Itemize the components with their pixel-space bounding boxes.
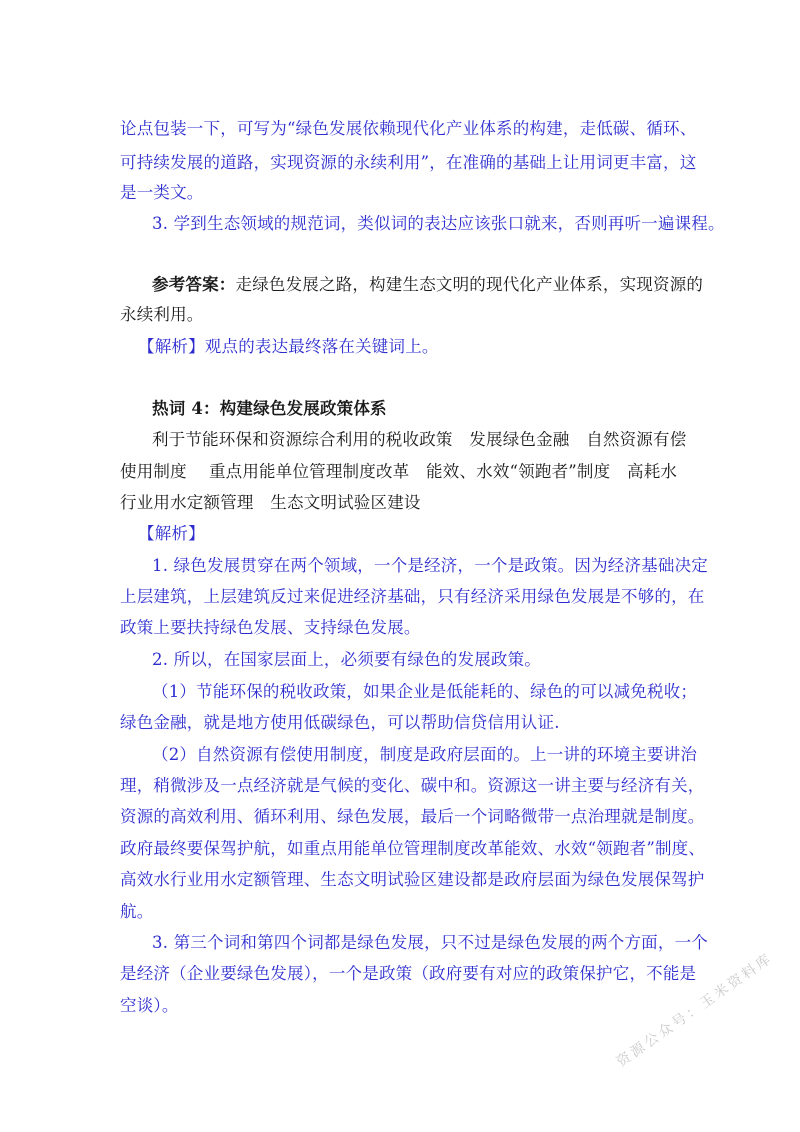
intro-line-2: 可持续发展的道路，实现资源的永续利用”，在准确的基础上让用词更丰富，这 [120, 153, 697, 172]
intro-line-4: 3. 学到生态领域的规范词，类似词的表达应该张口就来，否则再听一遍课程。 [152, 214, 725, 233]
answer-line-1 [152, 274, 703, 296]
body-line-12: 航。 [120, 902, 154, 921]
analysis-label: 【解析】 [138, 524, 205, 543]
body-line-4: 2. 所以，在国家层面上，必须要有绿色的发展政策。 [152, 650, 541, 669]
body-line-15: 空谈）。 [120, 996, 179, 1015]
answer-text: 走绿色发展之路，构建生态文明的现代化产业体系，实现资源的 [235, 275, 704, 294]
body-line-10: 政府最终要保驾护航，如重点用能单位管理制度改革能效、水效“领跑者”制度、 [120, 839, 706, 858]
answer-line-2: 永续利用。 [120, 305, 204, 324]
terms-line-1: 利于节能环保和资源综合利用的税收政策 发展绿色金融 自然资源有偿 [152, 430, 687, 449]
answer-label: 参考答案： [152, 275, 236, 294]
answer-analysis: 【解析】观点的表达最终落在关键词上。 [138, 337, 439, 356]
body-line-9: 资源的高效利用、循环利用、绿色发展，最后一个词略微带一点治理就是制度。 [120, 807, 705, 826]
terms-line-2: 使用制度 重点用能单位管理制度改革 能效、水效“领跑者”制度 高耗水 [120, 462, 678, 481]
body-line-8: 理，稍微涉及一点经济就是气候的变化、碳中和。资源这一讲主要与经济有关， [120, 776, 705, 795]
body-line-11: 高效水行业用水定额管理、生态文明试验区建设都是政府层面为绿色发展保驾护 [120, 870, 705, 889]
section-heading: 热词 4：构建绿色发展政策体系 [152, 399, 387, 418]
terms-line-3: 行业用水定额管理 生态文明试验区建设 [120, 493, 421, 512]
intro-line-3: 是一类文。 [120, 183, 204, 202]
body-line-13: 3. 第三个词和第四个词都是绿色发展，只不过是绿色发展的两个方面，一个 [152, 933, 708, 952]
watermark: 资源公众号：玉米资料库 [613, 950, 777, 1071]
body-line-7: （2）自然资源有偿使用制度，制度是政府层面的。上一讲的环境主要讲治 [152, 745, 698, 764]
body-line-2: 上层建筑，上层建筑反过来促进经济基础，只有经济采用绿色发展是不够的，在 [120, 587, 705, 606]
body-line-3: 政策上要扶持绿色发展、支持绿色发展。 [120, 618, 421, 637]
body-line-1: 1. 绿色发展贯穿在两个领域，一个是经济，一个是政策。因为经济基础决定 [152, 556, 708, 575]
body-line-14: 是经济（企业要绿色发展），一个是政策（政府要有对应的政策保护它，不能是 [120, 964, 697, 983]
intro-line-1: 论点包装一下，可写为“绿色发展依赖现代化产业体系的构建，走低碳、循环、 [120, 119, 697, 138]
body-line-5: （1）节能环保的税收政策，如果企业是低能耗的、绿色的可以减免税收； [152, 682, 698, 701]
body-line-6: 绿色金融，就是地方使用低碳绿色，可以帮助信贷信用认证. [120, 713, 560, 732]
